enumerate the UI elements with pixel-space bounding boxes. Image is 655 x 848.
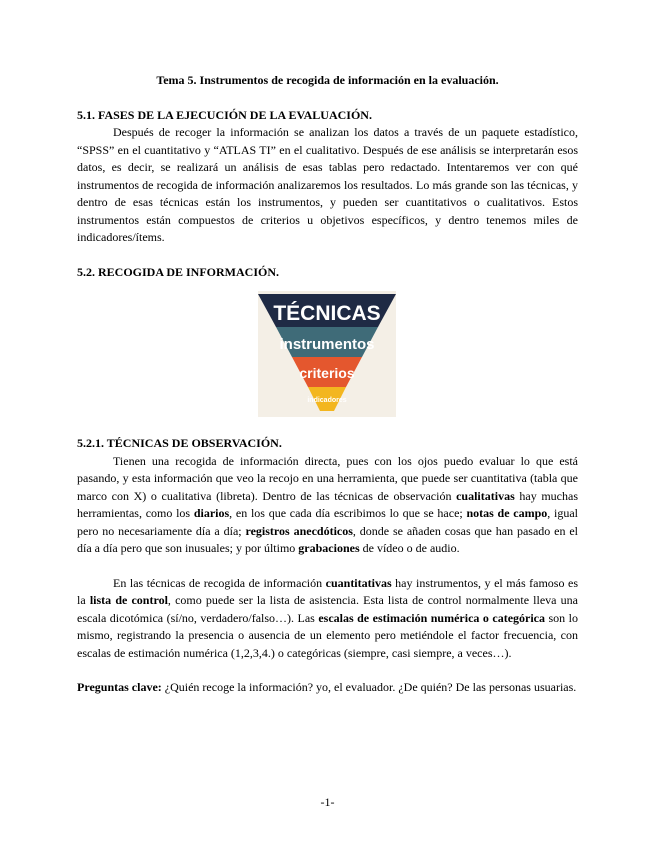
section-5-1-paragraph: Después de recoger la información se analizan los datos a través de un paquete estadístico, “SPSS” en el cuantitativo y “ATLAS TI” en el cualitativo. Después de ese análisis se interpretarán esos datos, es decir, se realizará un análisis de esas tablas pero redactado. Intentaremos ver con qué instrumentos de recogida de información analizaremos los resultados. Lo más grande son las técnicas, y dentro de esas técnicas están los instrumentos, y pueden ser cuantitativos o cualitativos. Estos instrumentos están compuestos de criterios u objetivos específicos, y dentro tenemos miles de indicadores/ítems.	[77, 125, 578, 244]
observation-paragraph-quantitative	[77, 575, 578, 663]
bold-term: cualitativas	[456, 488, 515, 503]
bold-term: registros anecdóticos	[245, 523, 353, 538]
text-run: En las técnicas de recogida de información	[113, 575, 326, 590]
text-run: de vídeo o de audio.	[359, 541, 460, 555]
section-5-1-heading: 5.1. FASES DE LA EJECUCIÓN DE LA EVALUACIÓN.	[77, 107, 372, 122]
funnel-svg	[258, 291, 396, 417]
document-page	[77, 72, 578, 697]
bold-term: escalas de estimación numérica o categórica	[318, 610, 546, 625]
funnel-label-instrumentos: instrumentos	[279, 336, 375, 353]
text-run: , en los que cada día escribimos lo que se hace;	[229, 506, 467, 520]
section-5-2-1-heading: 5.2.1. TÉCNICAS DE OBSERVACIÓN.	[77, 436, 282, 450]
funnel-diagram	[77, 291, 578, 417]
bold-term: lista de control	[89, 593, 168, 607]
text-run: ¿Quién recoge la información? yo, el evaluador. ¿De quién? De las personas usuarias.	[161, 680, 577, 694]
bold-term: grabaciones	[298, 541, 360, 555]
funnel-label-criterios: criterios	[299, 365, 355, 381]
bold-term: notas de campo	[466, 506, 548, 520]
funnel-label-tecnicas: TÉCNICAS	[273, 302, 381, 325]
bold-term: diarios	[193, 506, 230, 520]
text-run: son lo mismo, registrando la presencia o ausencia de un elemento pero metiéndole el factor frecuencia, con escalas de estimación numérica (1,2,3,4.) o categóricas (siempre, casi siempre, a veces…).	[77, 610, 578, 660]
page-number: -1-	[320, 795, 335, 809]
text-run: hay instrumentos, y el más famoso es la	[77, 575, 578, 607]
text-run: , igual pero no necesariamente día a día;	[77, 506, 578, 538]
funnel-label-indicadores: indicadores	[307, 397, 347, 404]
bold-term: cuantitativas	[325, 575, 392, 590]
observation-paragraph-qualitative	[77, 453, 578, 558]
text-run: , donde se añaden cosas que han pasado en el día a día pero que son inusuales; y por último	[77, 523, 578, 555]
document-title: Tema 5. Instrumentos de recogida de información en la evaluación.	[156, 73, 499, 87]
text-run: hay muchas herramientas, como los	[77, 488, 579, 520]
section-5-2-heading: 5.2. RECOGIDA DE INFORMACIÓN.	[77, 264, 280, 279]
key-questions-label: Preguntas clave:	[77, 680, 162, 694]
key-questions-paragraph	[77, 679, 578, 697]
text-run: Tienen una recogida de información directa, pues con los ojos puedo evaluar lo que está pasando, y esta información que veo la recojo en una herramienta, que puede ser cuantitativa (tabla que marco con X) o cualitativa (libreta). Dentro de las técnicas de observación	[77, 453, 578, 503]
text-run: , como puede ser la lista de asistencia. Esta lista de control normalmente lleva una escala dicotómica (sí/no, verdadero/falso…). Las	[77, 593, 578, 625]
